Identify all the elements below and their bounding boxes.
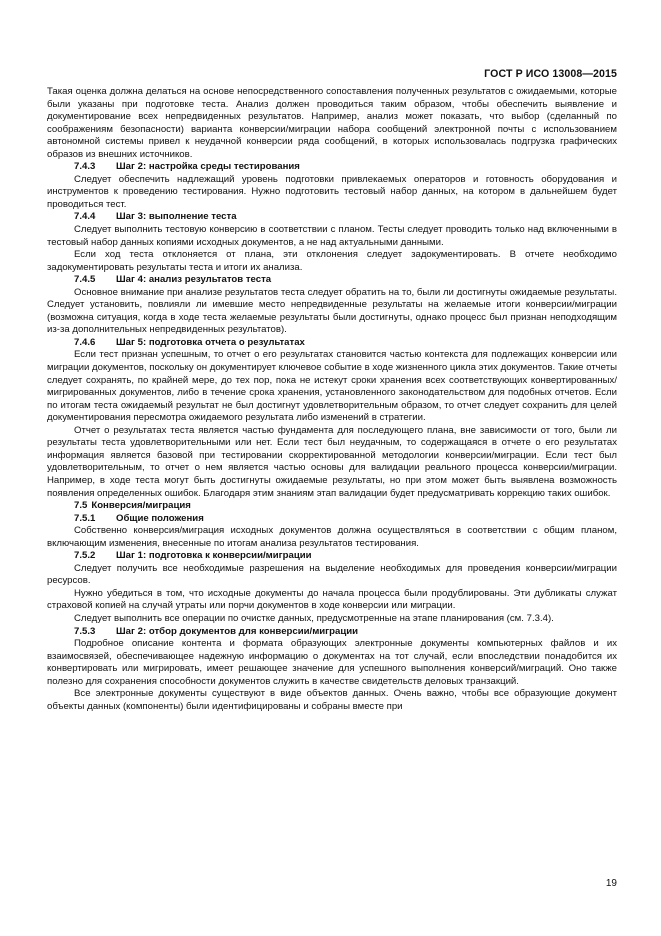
- paragraph: Следует выполнить тестовую конверсию в соответствии с планом. Тесты следует проводить только над включенными в тестовый набор данных копиями исходных документов, а не над актуальными данными.: [47, 224, 617, 248]
- paragraph: Отчет о результатах теста является частью фундамента для последующего плана, вне зависимости от того, были ли результаты теста удовлетворительными или нет. Если тест был неудачным, то содержащаяся в отчете о его результатах информация является базовой при тестировании скорректированной методологии конверсии/миграции. Если тест был удовлетворительным, то отчет о нем является частью основы для валидации реального процесса конверсии/миграции. Например, в ходе теста могут быть достигнуты ожидаемые результаты, но при этом может быть выявлена возможность появления определенных ошибок. Благодаря этим знаниям этап валидации будет предусматривать коррекцию таких ошибок.: [47, 424, 617, 499]
- section-title: Конверсия/миграция: [91, 500, 191, 512]
- section-title: Шаг 1: подготовка к конверсии/миграции: [116, 550, 312, 562]
- section-number: 7.4.4: [74, 211, 96, 223]
- section-heading: [47, 274, 617, 287]
- paragraph: Если ход теста отклоняется от плана, эти отклонения следует задокументировать. В отчете необходимо задокументировать результаты теста и итоги их анализа.: [47, 249, 617, 273]
- page-number: 19: [605, 878, 617, 889]
- paragraph: Если тест признан успешным, то отчет о его результатах становится частью контекста для подлежащих конверсии или миграции документов, поскольку он документирует ключевое событие в ходе жизненного цикла этих документов. Такие отчеты следует сохранять, по крайней мере, до тех пор, пока не истекут сроки хранения всех соответствующих конвертированных/мигрированных документов, либо в течение срока хранения, установленного законодательством для подобных отчетов. Если по итогам теста ожидаемый результат не был достигнут удовлетворительным образом, то отчет следует сохранить для целей документирования пересмотра ожидаемого результата либо изменений в стратегии.: [47, 349, 617, 424]
- section-heading: [47, 550, 617, 563]
- section-number: 7.4.5: [74, 274, 96, 286]
- document-body: [47, 86, 617, 713]
- section-number: 7.4.6: [74, 336, 96, 348]
- section-number: 7.5.2: [74, 550, 96, 562]
- section-heading: [47, 626, 617, 639]
- section-number: 7.5.3: [74, 625, 96, 637]
- section-heading: [47, 513, 617, 526]
- section-heading: [47, 161, 617, 174]
- section-title: Шаг 2: настройка среды тестирования: [116, 161, 300, 173]
- paragraph: Нужно убедиться в том, что исходные документы до начала процесса были продублированы. Эти дубликаты служат страховой копией на случай утраты или порчи документов в ходе конверсии или миграции.: [47, 587, 617, 612]
- section-heading: [47, 500, 617, 513]
- section-title: Шаг 5: подготовка отчета о результатах: [116, 336, 305, 348]
- document-header: ГОСТ Р ИСО 13008—2015: [484, 68, 617, 80]
- section-title: Шаг 2: отбор документов для конверсии/миграции: [116, 625, 359, 637]
- paragraph: Такая оценка должна делаться на основе непосредственного сопоставления полученных результатов с ожидаемыми, которые были указаны при подготовке теста. Анализ должен проводиться таким образом, чтобы обеспечить выявление и документирование всех непредвиденных результатов. Например, анализ может показать, что выбор (сделанный по соображениям безопасности) варианта конверсии/миграции набора сообщений электронной почты с использованием автономной системы привел к неудачной конверсии ряда сообщений, в которых использовалась подгрузка графических образов из внешних источников.: [47, 86, 617, 160]
- paragraph: Следует выполнить все операции по очистке данных, предусмотренные на этапе планирования (см. 7.3.4).: [74, 612, 554, 624]
- section-number: 7.4.3: [74, 161, 96, 173]
- paragraph: Собственно конверсия/миграция исходных документов должна осуществляться в соответствии с общим планом, включающим изменения, внесенные по итогам анализа результатов тестирования.: [47, 525, 617, 549]
- section-heading: [47, 337, 617, 350]
- paragraph: Следует получить все необходимые разрешения на выделение необходимых для проведения конверсии/миграции ресурсов.: [47, 562, 617, 587]
- section-number: 7.5.1: [74, 512, 96, 524]
- section-title: Шаг 3: выполнение теста: [116, 211, 237, 223]
- paragraph: Основное внимание при анализе результатов теста следует обратить на то, были ли достигнуты ожидаемые результаты. Следует установить, повлияли ли имевшие место непредвиденные результаты на желаемые итоги конверсии/миграции (возможна ситуация, когда в ходе теста желаемые результаты были достигнуты, однако процесс был признан неподходящим из-за дополнительных непредвиденных результатов).: [47, 286, 617, 336]
- section-number: 7.5: [74, 500, 88, 512]
- paragraph: Следует обеспечить надлежащий уровень подготовки привлекаемых операторов и готовность оборудования и инструментов к проведению тестирования. Нужно подготовить тестовый набор данных, на котором в дальнейшем будет проводиться тест.: [47, 173, 617, 210]
- paragraph: Подробное описание контента и формата образующих электронные документы компьютерных файлов и их взаимосвязей, обеспечивающее надежную информацию о документах на тот случай, если впоследствии понадобится их конвертировать или мигрировать, имеет решающее значение для успешного выполнения конверсий/миграций. Оно также полезно для сохранения способности документов служить в качестве свидетельств деловых транзакций.: [47, 638, 617, 687]
- section-title: Общие положения: [116, 512, 204, 524]
- paragraph: Все электронные документы существуют в виде объектов данных. Очень важно, чтобы все образующие документ объекты данных (компоненты) были идентифицированы и собраны вместе при: [47, 688, 617, 712]
- section-heading: [47, 211, 617, 224]
- section-title: Шаг 4: анализ результатов теста: [116, 274, 272, 286]
